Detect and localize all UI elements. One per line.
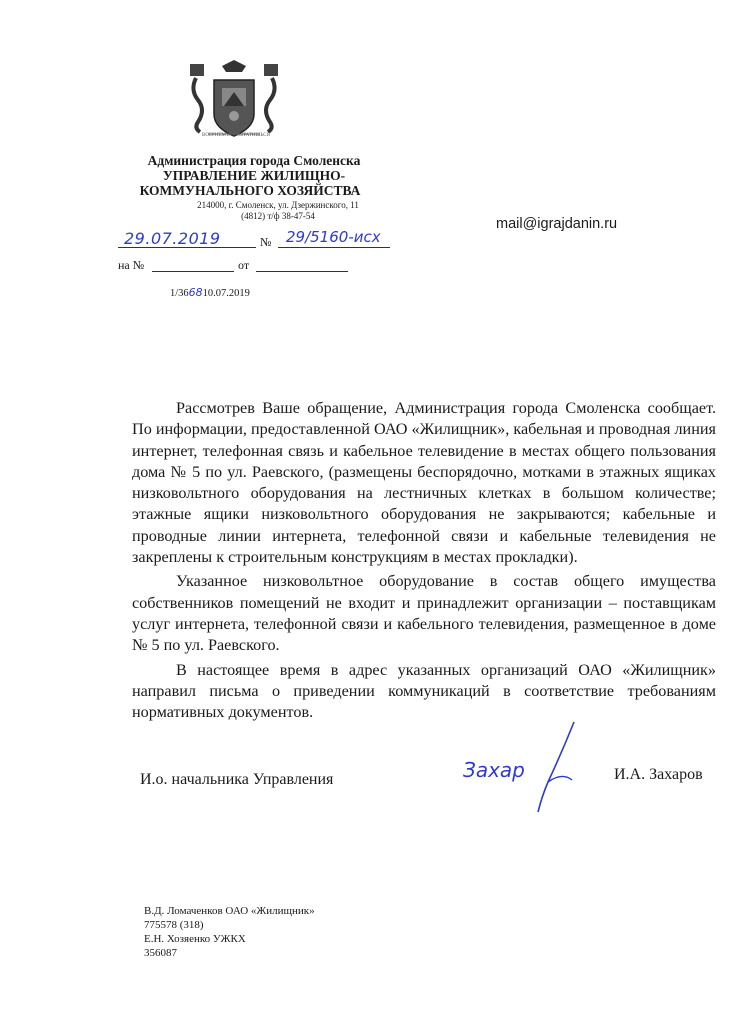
incoming-date-label: от (238, 258, 250, 272)
reference-suffix: 10.07.2019 (202, 288, 250, 299)
org-name-line2: УПРАВЛЕНИЕ ЖИЛИЩНО- (162, 168, 346, 183)
address-line2: (4812) т/ф 38-47-54 (241, 211, 315, 221)
signatory-name: И.А. Захаров (614, 766, 703, 783)
reference-number (170, 286, 250, 299)
body-paragraph-2: Указанное низковольтное оборудование в состав общего имущества собственников помещений не входит и принадлежит организации – поставщикам услуг интернета, телефонной связи и кабельного телевидения, размещенное в доме № 5 по ул. Раевского. (132, 572, 716, 655)
org-name-line1: Администрация города Смоленска (147, 153, 361, 168)
coat-of-arms-emblem (188, 60, 280, 144)
executors-footer (144, 904, 315, 960)
incoming-number-underline (152, 271, 234, 272)
reference-handwritten: 68 (188, 286, 203, 299)
number-underline (278, 247, 390, 248)
outgoing-number: 29/5160-исх (286, 228, 381, 246)
incoming-date-underline (256, 271, 348, 272)
org-name-line3: КОММУНАЛЬНОГО ХОЗЯЙСТВА (139, 183, 361, 198)
reference-prefix: 1/36 (170, 288, 189, 299)
footer-line2: 775578 (318) (144, 919, 204, 931)
handwritten-signature: Захар (463, 758, 525, 782)
signatory-title: И.о. начальника Управления (140, 771, 334, 788)
letter-body (132, 398, 716, 723)
footer-line4: 356087 (144, 947, 177, 959)
outgoing-date: 29.07.2019 (124, 229, 221, 248)
number-label: № (260, 235, 272, 249)
body-paragraph-1: Рассмотрев Ваше обращение, Администрация города Смоленска сообщает. По информации, предоставленной ОАО «Жилищник», кабельная и проводная линия интернет, телефонная связь и кабельное телевидение в местах общего пользования дома № 5 по ул. Раевского, (размещены беспорядочно, мотками в этажных ящиках низковольтного оборудования на лестничных клетках в большом количестве; этажные ящики низковольтного оборудования не закрываются; кабельные и проводные линии интернета, телефонной связи и кабельные телевидения не закреплены к строительным конструкциям в местах прокладки). (132, 399, 716, 567)
emblem-caption: ВОЕРНЕМЪ ВОЗВРАТИШЬСЯ (202, 133, 270, 138)
footer-line1: В.Д. Ломаченков ОАО «Жилищник» (144, 905, 315, 917)
recipient-email: mail@igrajdanin.ru (496, 216, 618, 232)
org-address (120, 200, 388, 222)
incoming-number-label: на № (118, 258, 145, 272)
footer-line3: Е.Н. Хозяенко УЖКХ (144, 933, 246, 945)
body-paragraph-3: В настоящее время в адрес указанных организаций ОАО «Жилищник» направил письма о приведении коммуникаций в соответствие требованиям нормативных документов. (132, 660, 716, 722)
address-line1: 214000, г. Смоленск, ул. Дзержинского, 11 (197, 200, 359, 210)
date-underline (118, 247, 256, 248)
